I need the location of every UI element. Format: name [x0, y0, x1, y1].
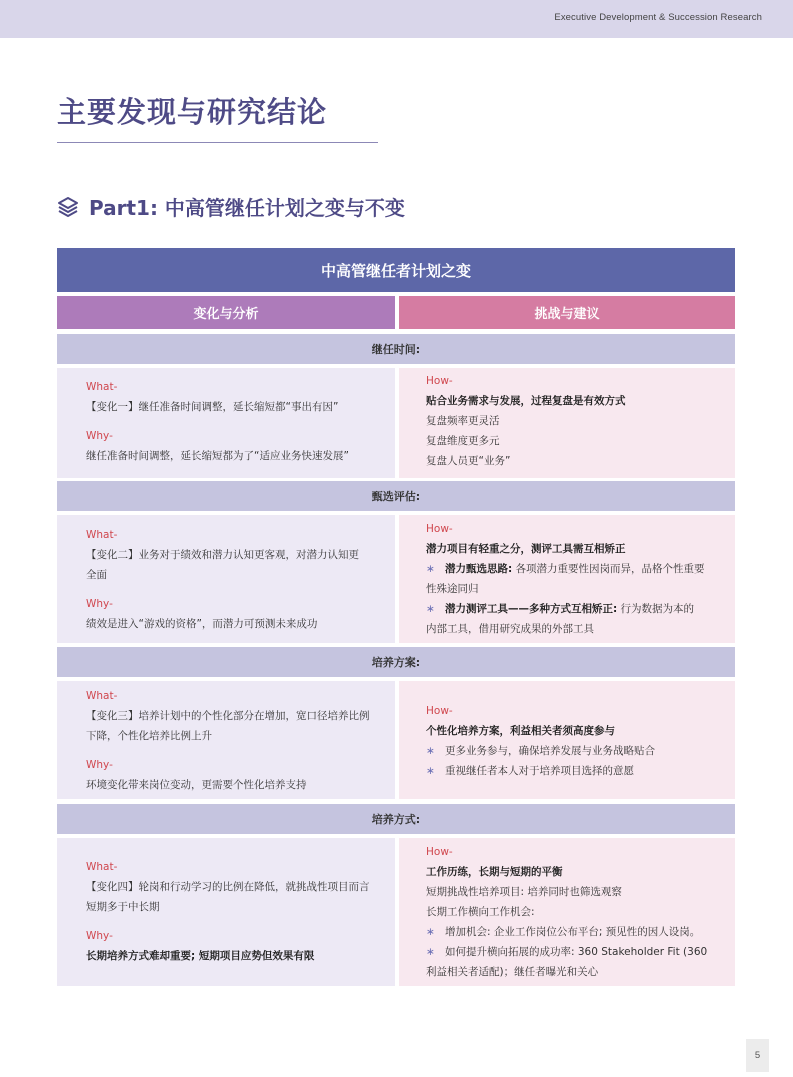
section-bar-development-method: 培养方式: [57, 804, 735, 834]
table-title: 中高管继任者计划之变 [57, 248, 735, 292]
what-why-cell [57, 368, 395, 478]
what-label: What- [86, 381, 118, 393]
how-label: How- [426, 523, 453, 535]
how-label: How- [426, 705, 453, 717]
what-label: What- [86, 690, 118, 702]
asterisk-icon: ∗ [426, 765, 435, 777]
how-line: 短期挑战性培养项目: 培养同时也筛选观察 [426, 886, 622, 898]
bullet-item: ∗ 潜力测评工具——多种方式互相矫正: 行为数据为本的 [426, 599, 711, 619]
asterisk-icon: ∗ [426, 946, 435, 958]
how-line: 复盘人员更“业务” [426, 455, 511, 467]
page-title: 主要发现与研究结论 [57, 95, 328, 129]
header-text: Executive Development & Succession Research [554, 12, 762, 23]
asterisk-icon: ∗ [426, 563, 435, 575]
column-header-challenges: 挑战与建议 [399, 296, 735, 329]
what-text: 【变化一】继任准备时间调整，延长缩短都“事出有因” [86, 401, 339, 413]
what-text: 下降，个性化培养比例上升 [86, 730, 212, 742]
what-why-cell [57, 681, 395, 799]
how-line: 长期工作横向工作机会: [426, 906, 535, 918]
how-title: 潜力项目有轻重之分，测评工具需互相矫正 [426, 543, 626, 555]
layers-icon [57, 196, 79, 218]
asterisk-icon: ∗ [426, 926, 435, 938]
how-label: How- [426, 846, 453, 858]
why-text: 继任准备时间调整，延长缩短都为了“适应业务快速发展” [86, 450, 349, 462]
what-why-cell [57, 838, 395, 986]
part-heading [57, 192, 405, 221]
what-label: What- [86, 861, 118, 873]
bullet-continuation: 内部工具，借用研究成果的外部工具 [426, 623, 594, 635]
what-text: 【变化三】培养计划中的个性化部分在增加，宽口径培养比例 [86, 710, 370, 722]
top-banner [0, 0, 793, 38]
how-cell [399, 681, 735, 799]
how-line: 复盘维度更多元 [426, 435, 500, 447]
why-label: Why- [86, 598, 113, 610]
how-cell [399, 838, 735, 986]
how-title: 工作历练，长期与短期的平衡 [426, 866, 563, 878]
how-cell [399, 515, 735, 643]
section-bar-selection-assessment: 甄选评估: [57, 481, 735, 511]
bullet-item: ∗ 如何提升横向拓展的成功率: 360 Stakeholder Fit (360 [426, 942, 711, 962]
how-label: How- [426, 375, 453, 387]
why-text: 环境变化带来岗位变动，更需要个性化培养支持 [86, 779, 307, 791]
how-title: 个性化培养方案，利益相关者须高度参与 [426, 725, 615, 737]
section-bar-succession-time: 继任时间: [57, 334, 735, 364]
what-text: 短期多于中长期 [86, 901, 160, 913]
how-line: 复盘频率更灵活 [426, 415, 500, 427]
what-text: 【变化四】轮岗和行动学习的比例在降低，就挑战性项目而言 [86, 881, 370, 893]
section-bar-development-plan: 培养方案: [57, 647, 735, 677]
page-number: 5 [746, 1039, 769, 1072]
what-why-cell [57, 515, 395, 643]
bullet-item: ∗ 潜力甄选思路: 各项潜力重要性因岗而异，品格个性重要 [426, 559, 711, 579]
bullet-item: ∗ 更多业务参与，确保培养发展与业务战略贴合 [426, 741, 711, 761]
what-text: 全面 [86, 569, 107, 581]
bullet-item: ∗ 重视继任者本人对于培养项目选择的意愿 [426, 761, 711, 781]
bullet-continuation: 利益相关者适配)；继任者曝光和关心 [426, 966, 599, 978]
why-label: Why- [86, 930, 113, 942]
bullet-continuation: 性殊途同归 [426, 583, 479, 595]
title-divider [57, 142, 378, 143]
why-label: Why- [86, 759, 113, 771]
what-label: What- [86, 529, 118, 541]
column-header-changes: 变化与分析 [57, 296, 395, 329]
why-text: 长期培养方式难却重要; 短期项目应势但效果有限 [86, 950, 315, 962]
why-text: 绩效是进入“游戏的资格”，而潜力可预测未来成功 [86, 618, 318, 630]
how-cell [399, 368, 735, 478]
how-title: 贴合业务需求与发展，过程复盘是有效方式 [426, 395, 626, 407]
asterisk-icon: ∗ [426, 745, 435, 757]
why-label: Why- [86, 430, 113, 442]
what-text: 【变化二】业务对于绩效和潜力认知更客观，对潜力认知更 [86, 549, 359, 561]
asterisk-icon: ∗ [426, 603, 435, 615]
bullet-item: ∗ 增加机会: 企业工作岗位公布平台; 预见性的因人设岗。 [426, 922, 711, 942]
part-title: Part1: 中高管继任计划之变与不变 [89, 196, 405, 220]
